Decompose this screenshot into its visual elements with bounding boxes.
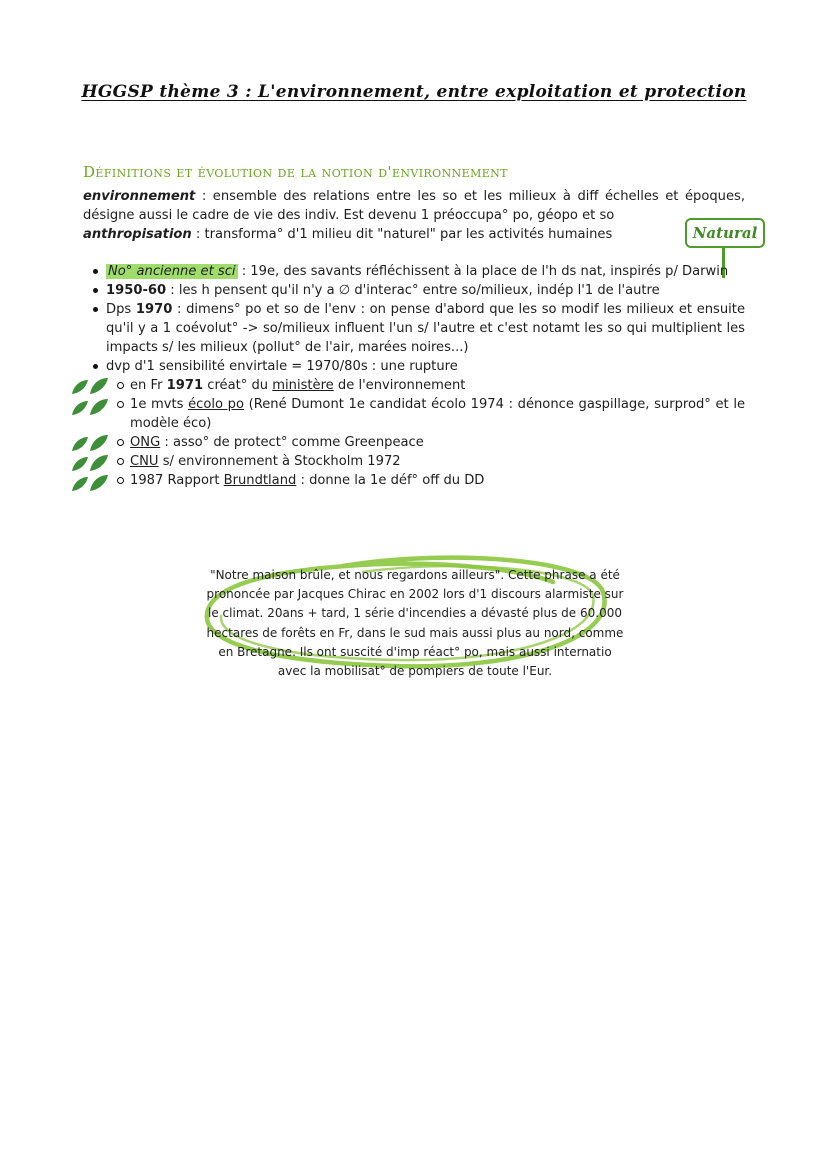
list-item-text: dvp d'1 sensibilité envirtale = 1970/80s : une rupture bbox=[106, 359, 458, 374]
list-item bbox=[93, 357, 745, 376]
leaf-icon bbox=[70, 471, 110, 493]
list-item bbox=[93, 281, 745, 300]
list-item-text: : les h pensent qu'il n'y a ∅ d'interac° entre so/milieux, indép l'1 de l'autre bbox=[166, 283, 660, 298]
quote-text bbox=[205, 566, 625, 681]
quote-line: avec la mobilisat° de pompiers de toute l'Eur. bbox=[277, 664, 553, 679]
sub-list-item bbox=[117, 452, 745, 471]
natural-tag-icon bbox=[685, 218, 765, 248]
list-item-text: Dps bbox=[106, 302, 136, 317]
page-title: HGGSP thème 3 : L'environnement, entre exploitation et protection bbox=[81, 82, 747, 102]
section-title: Définitions et évolution de la notion d'environnement bbox=[83, 163, 508, 181]
definition-text: : ensemble des relations entre les so et les milieux à diff échelles et époques, désigne aussi le cadre de vie des indiv. Est devenu 1 préoccupa° po, géopo et so bbox=[83, 189, 745, 223]
quote-line: "Notre maison brûle, et nous regardons ailleurs". Cette phrase a été bbox=[210, 568, 620, 582]
definition-environnement bbox=[83, 187, 745, 225]
quote-line: prononcée par Jacques Chirac en 2002 lors d'1 discours alarmiste sur bbox=[206, 587, 624, 602]
leaf-icon bbox=[70, 374, 110, 396]
list-item-text: en Fr bbox=[130, 378, 167, 393]
underlined-text: écolo po bbox=[188, 397, 244, 412]
list-item-text: créat° du bbox=[203, 378, 273, 393]
sub-list bbox=[93, 376, 745, 490]
list-item-text: 1e mvts bbox=[130, 397, 189, 412]
sub-list-item bbox=[117, 471, 745, 490]
bold-text: 1971 bbox=[166, 378, 204, 393]
list-item-text: s/ environnement à Stockholm 1972 bbox=[158, 454, 401, 469]
list-item-text: de l'environnement bbox=[333, 378, 466, 393]
definition-text: : transforma° d'1 milieu dit "naturel" par les activités humaines bbox=[191, 227, 613, 242]
natural-tag-label: Natural bbox=[692, 224, 758, 242]
sub-list-item bbox=[117, 395, 745, 433]
list-item-text: : donne la 1e déf° off du DD bbox=[296, 473, 485, 488]
underlined-text: ministère bbox=[272, 378, 334, 393]
list-item-text: : asso° de protect° comme Greenpeace bbox=[160, 435, 424, 450]
definitions bbox=[83, 187, 745, 244]
leaf-icon bbox=[70, 431, 110, 453]
list-item-text: 1987 Rapport bbox=[130, 473, 224, 488]
definition-term: environnement bbox=[83, 189, 196, 204]
underlined-text: Brundtland bbox=[223, 473, 297, 488]
quote-line: hectares de forêts en Fr, dans le sud mais aussi plus au nord, comme bbox=[206, 625, 624, 640]
quote-line: le climat. 20ans + tard, 1 série d'incendies a dévasté plus de 60.000 bbox=[208, 606, 622, 621]
bullet-list bbox=[93, 262, 745, 490]
list-item bbox=[93, 300, 745, 357]
bold-text: 1970 bbox=[135, 302, 173, 317]
list-item bbox=[93, 262, 745, 281]
quote-block bbox=[205, 558, 625, 688]
bold-text: 1950-60 bbox=[106, 283, 167, 298]
definition-anthropisation bbox=[83, 225, 745, 244]
underlined-text: CNU bbox=[130, 454, 159, 469]
list-item-text: : dimens° po et so de l'env : on pense d'abord que les so modif les milieux et ensuite qu'il y a 1 coévolut° -> so/milieux influent l'un s/ l'autre et c'est notamt les so qui multiplient les impacts s/ les milieux (pollut° de l'air, marées noires...) bbox=[106, 302, 745, 355]
leaf-icon bbox=[70, 451, 110, 473]
underlined-text: ONG bbox=[130, 435, 161, 450]
leaf-icon bbox=[70, 395, 110, 417]
highlighted-text: No° ancienne et sci bbox=[108, 264, 236, 279]
quote-line: en Bretagne. Ils ont suscité d'imp réact° po, mais aussi internatio bbox=[218, 644, 612, 659]
list-item-text: (René Dumont 1e candidat écolo 1974 : dénonce gaspillage, surprod° et le modèle éco) bbox=[130, 397, 746, 431]
list-item-text: : 19e, des savants réfléchissent à la place de l'h ds nat, inspirés p/ Darwin bbox=[237, 264, 729, 279]
definition-term: anthropisation bbox=[83, 227, 192, 242]
sub-list-item bbox=[117, 433, 745, 452]
sub-list-item bbox=[117, 376, 745, 395]
